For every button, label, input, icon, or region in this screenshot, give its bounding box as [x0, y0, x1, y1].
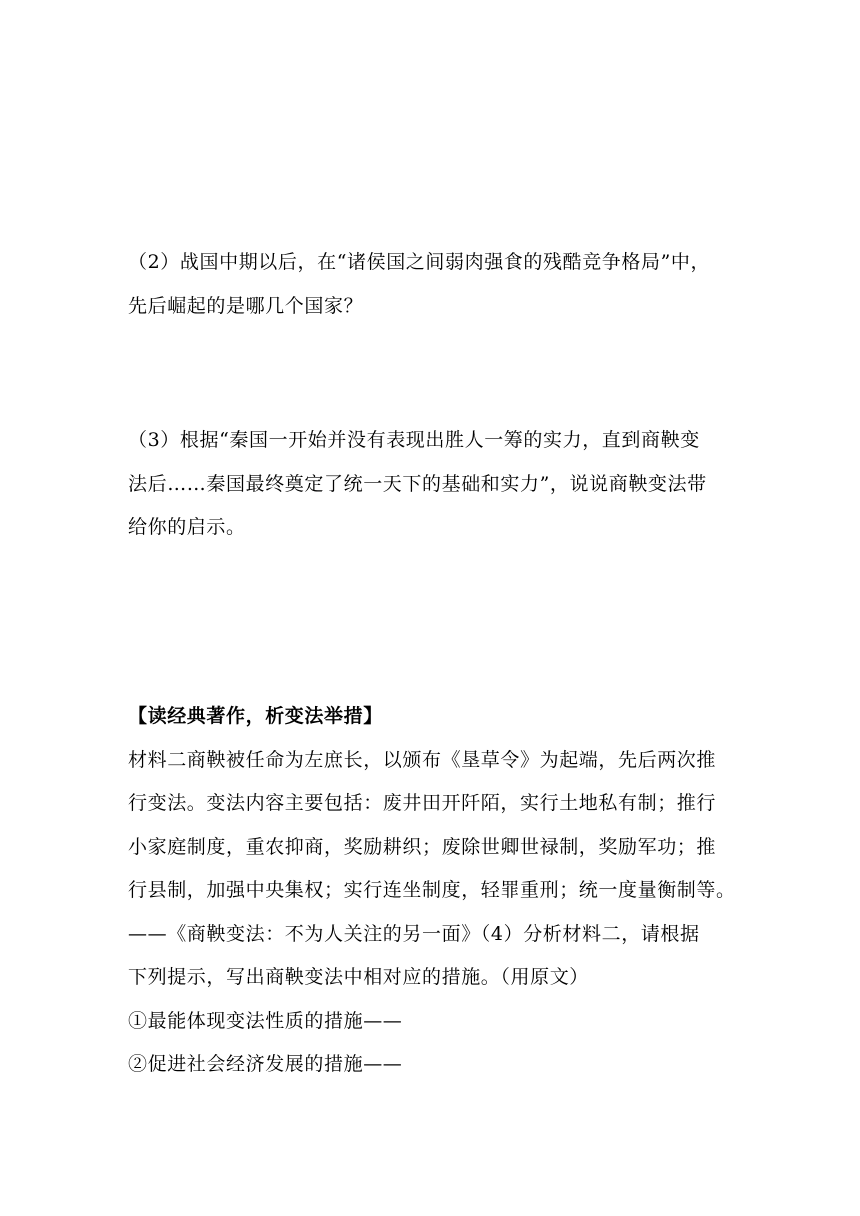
question-3-line-3: 给你的启示。 — [128, 516, 246, 538]
material-line-3: 小家庭制度，重农抑商，奖励耕织；废除世卿世禄制，奖励军功；推 — [128, 835, 717, 858]
question-2-line-2: 先后崛起的是哪几个国家？ — [128, 294, 364, 317]
answer-item-2: ②促进社会经济发展的措施—— — [128, 1053, 403, 1075]
section-heading: 【读经典著作，析变法举措】 — [128, 705, 383, 727]
answer-item-1: ①最能体现变法性质的措施—— — [128, 1009, 403, 1032]
reading-section — [128, 695, 736, 1087]
question-3-line-1: （3）根据“秦国一开始并没有表现出胜人一筹的实力，直到商鞅变 — [128, 429, 700, 451]
material-line-4: 行县制，加强中央集权；实行连坐制度，轻罪重刑；统一度量衡制等。 — [128, 879, 736, 901]
material-line-6: 下列提示，写出商鞅变法中相对应的措施。（用原文） — [128, 966, 589, 988]
material-line-5: ——《商鞅变法：不为人关注的另一面》（4）分析材料二，请根据 — [128, 922, 700, 945]
material-line-2: 行变法。变法内容主要包括：废井田开阡陌，实行土地私有制；推行 — [128, 792, 717, 814]
question-2-line-1: （2）战国中期以后，在“诸侯国之间弱肉强食的残酷竞争格局”中， — [128, 251, 711, 273]
question-3-line-2: 法后……秦国最终奠定了统一天下的基础和实力”，说说商鞅变法带 — [128, 472, 707, 495]
question-2 — [128, 241, 736, 328]
material-line-1: 材料二商鞅被任命为左庶长，以颁布《垦草令》为起端，先后两次推 — [128, 748, 717, 771]
question-3 — [128, 419, 736, 550]
